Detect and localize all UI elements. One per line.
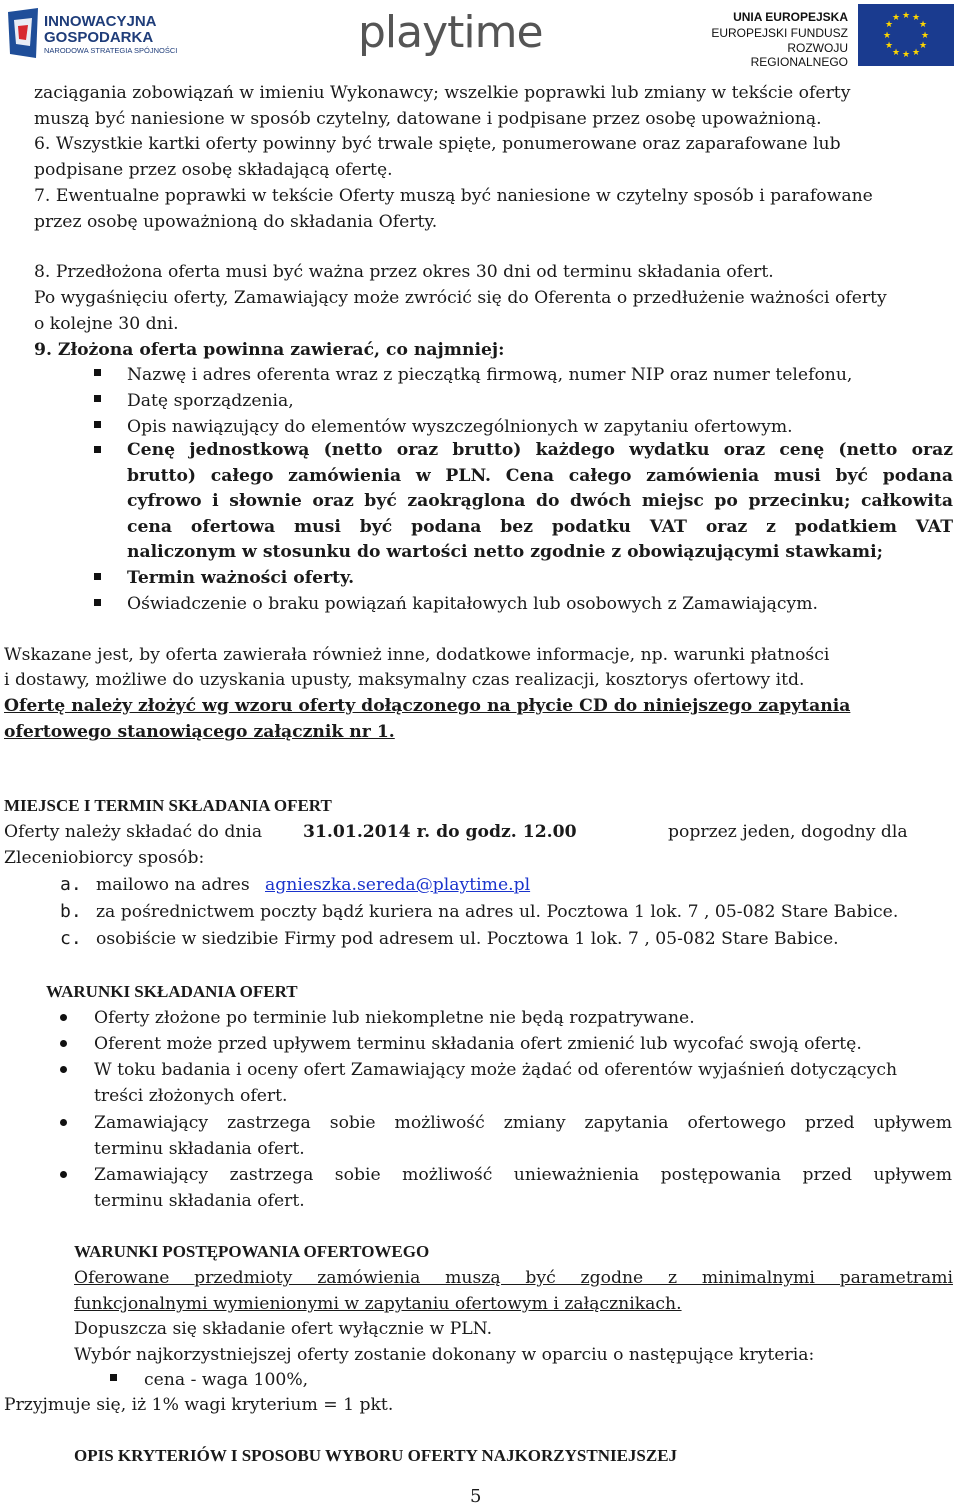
page-number: 5 bbox=[470, 1486, 482, 1507]
square-bullet-icon bbox=[94, 395, 101, 402]
option-c-text: osobiście w siedzibie Firmy pod adresem ul. Pocztowa 1 lok. 7 , 05-082 Stare Babice. bbox=[96, 929, 839, 949]
deadline-date: 31.01.2014 r. do godz. 12.00 bbox=[303, 822, 577, 842]
eu-text-line1: UNIA EUROPEJSKA bbox=[733, 10, 848, 24]
list-item: Oświadczenie o braku powiązań kapitałowych lub osobowych z Zamawiającym. bbox=[127, 594, 818, 614]
deadline-text: poprzez jeden, dogodny dla bbox=[668, 822, 908, 842]
offer-template-note: Ofertę należy złożyć wg wzoru oferty dołączonego na płycie CD do niniejszego zapytania bbox=[4, 696, 851, 716]
svg-text:★: ★ bbox=[920, 31, 930, 41]
option-b-text: za pośrednictwem poczty bądź kuriera na adres ul. Pocztowa 1 lok. 7 , 05-082 Stare Babice. bbox=[96, 902, 899, 922]
list-item-line: Cenę jednostkową (netto oraz brutto) każdego wydatku oraz cenę (netto oraz bbox=[127, 440, 953, 460]
square-bullet-icon bbox=[110, 1374, 117, 1381]
round-bullet-icon bbox=[60, 1171, 67, 1178]
page-header bbox=[0, 0, 960, 70]
deadline-text: Oferty należy składać do dnia bbox=[4, 822, 263, 842]
intro-line: 7. Ewentualne poprawki w tekście Oferty muszą być naniesione w czytelny sposób i parafowane bbox=[34, 186, 873, 206]
svg-text:★: ★ bbox=[884, 20, 894, 30]
procedure-line: Przyjmuje się, iż 1% wagi kryterium = 1 pkt. bbox=[4, 1395, 394, 1415]
list-item: Opis nawiązujący do elementów wyszczególnionych w zapytaniu ofertowym. bbox=[127, 417, 793, 437]
criterion-item: cena - waga 100%, bbox=[144, 1370, 309, 1390]
recommend-line: Wskazane jest, by oferta zawierała również inne, dodatkowe informacje, np. warunki płatności bbox=[4, 645, 830, 665]
svg-text:★: ★ bbox=[911, 13, 921, 23]
svg-text:★: ★ bbox=[911, 48, 921, 58]
svg-text:★: ★ bbox=[901, 50, 911, 60]
list-item: Zamawiający zastrzega sobie możliwość unieważnienia postępowania przed upływem bbox=[94, 1165, 952, 1185]
square-bullet-icon bbox=[94, 446, 101, 453]
procedure-line: Dopuszcza się składanie ofert wyłącznie w PLN. bbox=[74, 1319, 493, 1339]
square-bullet-icon bbox=[94, 599, 101, 606]
section-9-title: 9. Złożona oferta powinna zawierać, co najmniej: bbox=[34, 340, 505, 360]
list-item-line: naliczonym w stosunku do wartości netto zgodnie z obowiązującymi stawkami; bbox=[127, 542, 883, 562]
round-bullet-icon bbox=[60, 1040, 67, 1047]
list-item-line: cena ofertowa musi być podana bez podatku VAT oraz z podatkiem VAT bbox=[127, 517, 953, 537]
recommend-line: i dostawy, możliwe do uzyskania upusty, maksymalny czas realizacji, kosztorys ofertowy itd. bbox=[4, 670, 805, 690]
section-heading: WARUNKI POSTĘPOWANIA OFERTOWEGO bbox=[74, 1242, 430, 1261]
svg-text:★: ★ bbox=[891, 48, 901, 58]
list-marker: a. bbox=[60, 874, 82, 895]
list-item-line: cyfrowo i słownie oraz być zaokrąglona do dwóch miejsc po przecinku; całkowita bbox=[127, 491, 953, 511]
svg-text:★: ★ bbox=[901, 11, 911, 21]
intro-line: przez osobę upoważnioną do składania Oferty. bbox=[34, 212, 438, 232]
list-item: Nazwę i adres oferenta wraz z pieczątką firmową, numer NIP oraz numer telefonu, bbox=[127, 365, 853, 385]
list-item-line: brutto) całego zamówienia w PLN. Cena całego zamówienia musi być podana bbox=[127, 466, 953, 486]
square-bullet-icon bbox=[94, 421, 101, 428]
procedure-line: Wybór najkorzystniejszej oferty zostanie dokonany w oparciu o następujące kryteria: bbox=[74, 1345, 815, 1365]
svg-text:★: ★ bbox=[918, 20, 928, 30]
svg-text:★: ★ bbox=[884, 41, 894, 51]
playtime-logo: playtime bbox=[358, 7, 543, 58]
svg-text:★: ★ bbox=[882, 31, 892, 41]
square-bullet-icon bbox=[94, 369, 101, 376]
logo-text-line2: GOSPODARKA bbox=[44, 29, 154, 46]
section-heading: WARUNKI SKŁADANIA OFERT bbox=[46, 982, 298, 1001]
list-item: Oferty złożone po terminie lub niekompletne nie będą rozpatrywane. bbox=[94, 1008, 695, 1028]
intro-line: muszą być naniesione w sposób czytelny, datowane i podpisane przez osobę upoważnioną. bbox=[34, 109, 822, 129]
list-item: Oferent może przed upływem terminu składania ofert zmienić lub wycofać swoją ofertę. bbox=[94, 1034, 862, 1054]
list-item: terminu składania ofert. bbox=[94, 1139, 305, 1159]
list-item: Datę sporządzenia, bbox=[127, 391, 294, 411]
svg-text:★: ★ bbox=[891, 13, 901, 23]
list-marker: b. bbox=[60, 901, 82, 922]
intro-line: o kolejne 30 dni. bbox=[34, 314, 179, 334]
deadline-text: Zleceniobiorcy sposób: bbox=[4, 848, 205, 868]
option-a-text: mailowo na adres bbox=[96, 875, 250, 895]
list-item: Termin ważności oferty. bbox=[127, 568, 355, 588]
intro-line: zaciągania zobowiązań w imieniu Wykonawcy; wszelkie poprawki lub zmiany w tekście oferty bbox=[34, 83, 851, 103]
eu-text-line2: EUROPEJSKI FUNDUSZ bbox=[711, 26, 848, 40]
intro-line: podpisane przez osobę składającą ofertę. bbox=[34, 160, 393, 180]
procedure-line: funkcjonalnymi wymienionymi w zapytaniu ofertowym i załącznikach. bbox=[74, 1294, 682, 1314]
logo-text-line1: INNOWACYJNA bbox=[44, 13, 157, 30]
round-bullet-icon bbox=[60, 1066, 67, 1073]
list-item: treści złożonych ofert. bbox=[94, 1086, 288, 1106]
email-link[interactable]: agnieszka.sereda@playtime.pl bbox=[265, 875, 531, 895]
logo-text-line3: NARODOWA STRATEGIA SPÓJNOŚCI bbox=[44, 46, 178, 55]
eu-flag-icon bbox=[858, 4, 954, 66]
round-bullet-icon bbox=[60, 1119, 67, 1126]
intro-line: 6. Wszystkie kartki oferty powinny być trwale spięte, ponumerowane oraz zaparafowane lub bbox=[34, 134, 841, 154]
list-item: terminu składania ofert. bbox=[94, 1191, 305, 1211]
round-bullet-icon bbox=[60, 1014, 67, 1021]
section-heading: MIEJSCE I TERMIN SKŁADANIA OFERT bbox=[4, 796, 332, 815]
intro-line: Po wygaśnięciu oferty, Zamawiający może zwrócić się do Oferenta o przedłużenie ważności oferty bbox=[34, 288, 887, 308]
svg-text:★: ★ bbox=[918, 41, 928, 51]
list-marker: c. bbox=[60, 928, 82, 949]
eu-text-line3: ROZWOJU REGIONALNEGO bbox=[750, 41, 848, 69]
intro-line: 8. Przedłożona oferta musi być ważna przez okres 30 dni od terminu składania ofert. bbox=[34, 262, 774, 282]
square-bullet-icon bbox=[94, 573, 101, 580]
list-item: W toku badania i oceny ofert Zamawiający może żądać od oferentów wyjaśnień dotyczących bbox=[94, 1060, 898, 1080]
section-heading: OPIS KRYTERIÓW I SPOSOBU WYBORU OFERTY NAJKORZYSTNIEJSZEJ bbox=[74, 1446, 678, 1465]
procedure-line: Oferowane przedmioty zamówienia muszą być zgodne z minimalnymi parametrami bbox=[74, 1268, 953, 1288]
list-item: Zamawiający zastrzega sobie możliwość zmiany zapytania ofertowego przed upływem bbox=[94, 1113, 952, 1133]
offer-template-note: ofertowego stanowiącego załącznik nr 1. bbox=[4, 722, 395, 742]
